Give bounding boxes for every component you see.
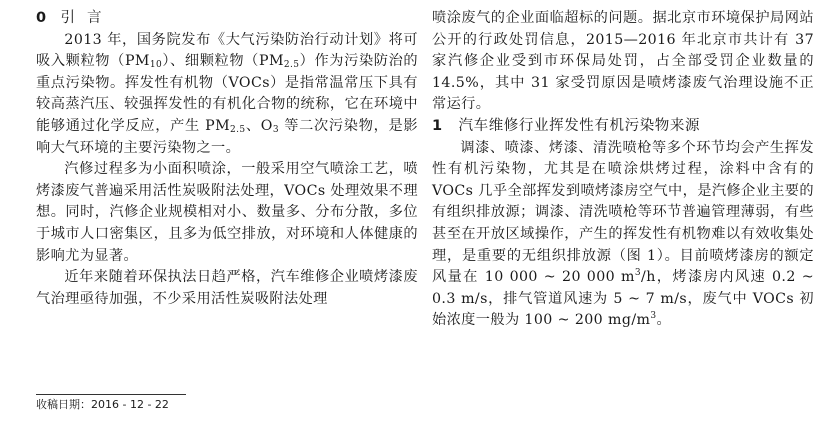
- received-date-footnote: 收稿日期：2016 - 12 - 22: [36, 398, 169, 411]
- section-title: 引言: [60, 10, 114, 26]
- intro-paragraph-3-continued: 喷涂废气的企业面临超标的问题。据北京市环境保护局网站公开的行政处罚信息，2015—2016 年北京市共计有 37 家汽修企业受到市环保局处罚，占全部受罚企业数量的 14.5%，其中 31 家受罚原因是喷烤漆废气治理设施不正常运行。: [432, 10, 814, 113]
- section-number: 1: [432, 117, 443, 134]
- section-1-paragraph: 调漆、喷漆、烤漆、清洗喷枪等多个环节均会产生挥发性有机污染物，尤其是在喷涂烘烤过程，涂料中含有的 VOCs 几乎全部挥发到喷烤漆房空气中，是汽修企业主要的有组织排放源；调漆、清洗喷枪等环节普遍管理薄弱，有些甚至在开放区域操作，产生的挥发性有机物难以有效收集处理，是重要的无组织排放源（图 1）。目前喷烤漆房的额定风量在 10 000 ~ 20 000 $m^3/h$，烤漆房内风速 0.2 ~ 0.3 m/s，排气管道风速为 5 ~ 7 m/s，废气中 VOCs 初始浓度一般为 100 ~ 200 $mg/m^3$。: [432, 139, 814, 329]
- left-column: [36, 8, 418, 310]
- section-number: 0: [36, 10, 47, 26]
- footnote-divider: [36, 394, 186, 395]
- section-heading-introduction: [36, 8, 418, 30]
- intro-paragraph-3: 近年来随着环保执法日趋严格，汽车维修企业喷烤漆废气治理亟待加强，不少采用活性炭吸附法处理: [36, 269, 418, 307]
- intro-paragraph-2: 汽修过程多为小面积喷涂，一般采用空气喷涂工艺，喷烤漆废气普遍采用活性炭吸附法处理，VOCs 处理效果不理想。同时，汽修企业规模相对小、数量多、分布分散，多位于城市人口密集区，且多为低空排放，对环境和人体健康的影响尤为显著。: [36, 161, 418, 264]
- section-heading-1: [432, 116, 814, 138]
- right-column: [432, 8, 814, 332]
- section-title: 汽车维修行业挥发性有机污染物来源: [458, 117, 701, 134]
- intro-paragraph-1: 2013 年，国务院发布《大气污染防治行动计划》将可吸入颗粒物$(PM_{10})$、细颗粒物$(PM_{2.5})$作为污染防治的重点污染物。挥发性有机物（VOCs）是指常温常压下具有较高蒸汽压、较强挥发性的有机化合物的统称，它在环境中能够通过化学反应，产生 $PM_{2.5}$、$O_3$ 等二次污染物，是影响大气环境的主要污染物之一。: [36, 31, 419, 156]
